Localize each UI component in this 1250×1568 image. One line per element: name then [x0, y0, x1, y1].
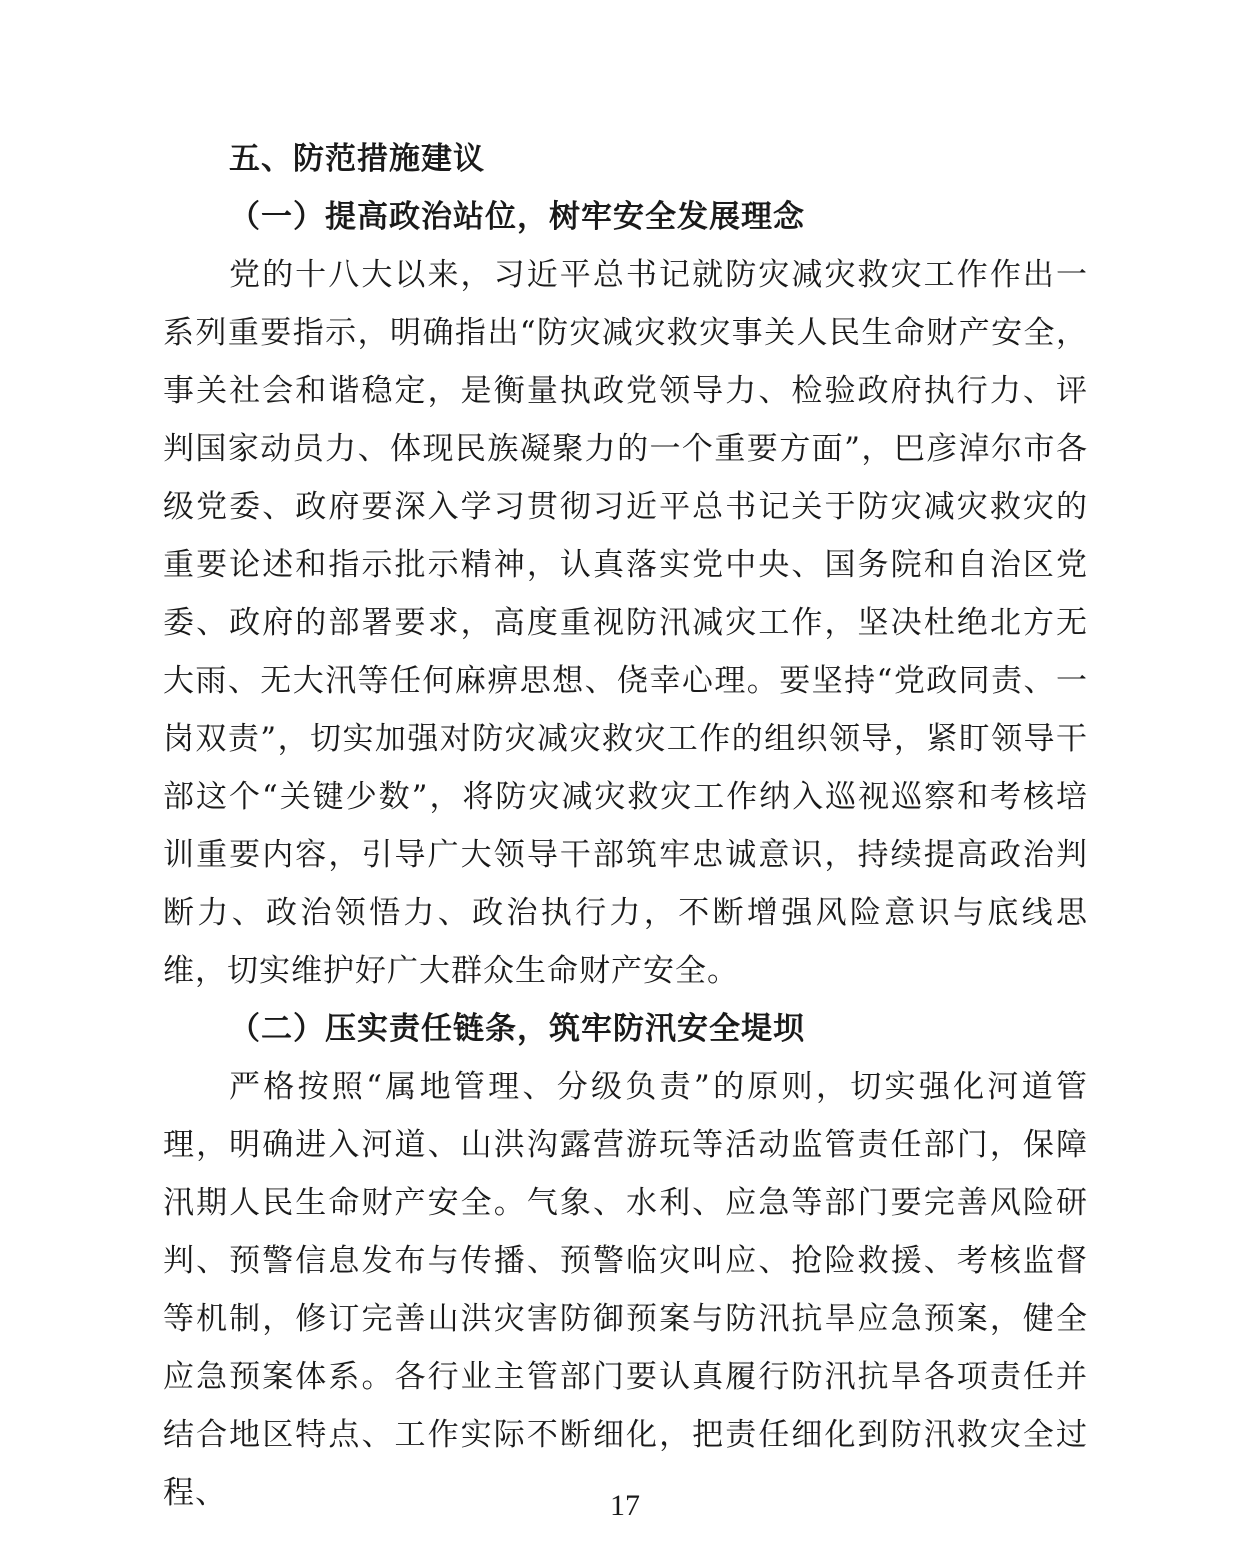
subsection-2-heading: （二）压实责任链条，筑牢防汛安全堤坝: [229, 1011, 805, 1047]
page-number: 17: [610, 1489, 640, 1522]
subsection-1-heading: （一）提高政治站位，树牢安全发展理念: [229, 199, 805, 235]
page-content: [163, 130, 1088, 1522]
subsection-2-paragraph: 严格按照“属地管理、分级负责”的原则，切实强化河道管理，明确进入河道、山洪沟露营游玩等活动监管责任部门，保障汛期人民生命财产安全。气象、水利、应急等部门要完善风险研判、预警信息发布与传播、预警临灾叫应、抢险救援、考核监督等机制，修订完善山洪灾害防御预案与防汛抗旱应急预案，健全应急预案体系。各行业主管部门要认真履行防汛抗旱各项责任并结合地区特点、工作实际不断细化，把责任细化到防汛救灾全过程、: [163, 1069, 1088, 1511]
section-heading: 五、防范措施建议: [229, 141, 485, 177]
subsection-1-paragraph: 党的十八大以来，习近平总书记就防灾减灾救灾工作作出一系列重要指示，明确指出“防灾减灾救灾事关人民生命财产安全，事关社会和谐稳定，是衡量执政党领导力、检验政府执行力、评判国家动员力、体现民族凝聚力的一个重要方面”，巴彦淖尔市各级党委、政府要深入学习贯彻习近平总书记关于防灾减灾救灾的重要论述和指示批示精神，认真落实党中央、国务院和自治区党委、政府的部署要求，高度重视防汛减灾工作，坚决杜绝北方无大雨、无大汛等任何麻痹思想、侥幸心理。要坚持“党政同责、一岗双责”，切实加强对防灾减灾救灾工作的组织领导，紧盯领导干部这个“关键少数”，将防灾减灾救灾工作纳入巡视巡察和考核培训重要内容，引导广大领导干部筑牢忠诚意识，持续提高政治判断力、政治领悟力、政治执行力，不断增强风险意识与底线思维，切实维护好广大群众生命财产安全。: [163, 257, 1088, 989]
